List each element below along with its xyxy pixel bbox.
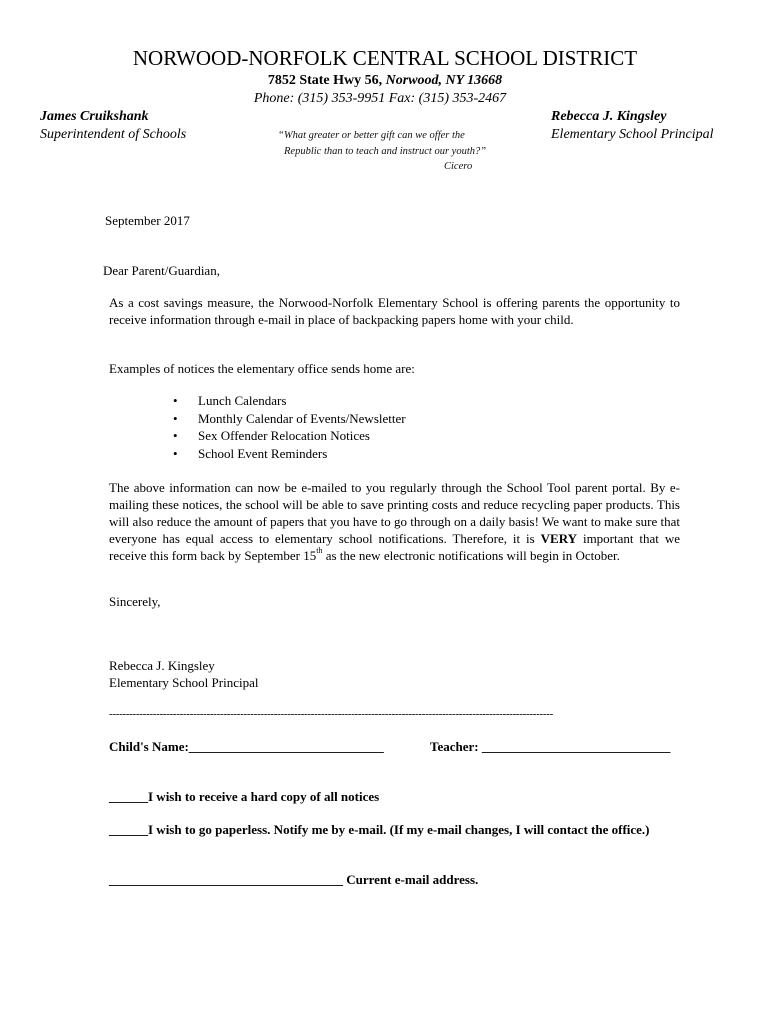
quote-line-2: Republic than to teach and instruct our youth?” — [284, 146, 487, 157]
superintendent-name: James Cruikshank — [40, 109, 149, 124]
signer-title: Elementary School Principal — [109, 675, 259, 690]
district-address — [0, 73, 770, 89]
letter-greeting: Dear Parent/Guardian, — [103, 263, 220, 278]
list-item: • Lunch Calendars — [173, 393, 287, 408]
hard-copy-option[interactable]: ______I wish to receive a hard copy of all notices — [109, 789, 380, 804]
paperless-option[interactable]: ______I wish to go paperless. Notify me by e-mail. (If my e-mail changes, I will contact the office.) — [109, 822, 650, 837]
paragraph-intro: As a cost savings measure, the Norwood-Norfolk Elementary School is offering parents the opportunity to receive information through e-mail in place of backpacking papers home with your child. — [109, 295, 680, 327]
quote-line-1: “What greater or better gift can we offer the — [278, 130, 465, 141]
teacher-field[interactable]: Teacher: _____________________________ — [430, 739, 671, 754]
letter-closing: Sincerely, — [109, 594, 161, 609]
list-item: • Monthly Calendar of Events/Newsletter — [173, 410, 406, 426]
letter-date: September 2017 — [105, 213, 190, 228]
bullet-icon: • — [173, 445, 178, 461]
list-item: • Sex Offender Relocation Notices — [173, 428, 370, 443]
list-item: • School Event Reminders — [173, 445, 328, 461]
superintendent-title: Superintendent of Schools — [40, 127, 187, 142]
child-name-field[interactable]: Child's Name:______________________________ — [109, 739, 384, 754]
city-address: Norwood, NY 13668 — [385, 73, 503, 88]
bullet-icon: • — [173, 393, 178, 408]
bullet-icon: • — [173, 410, 178, 426]
street-address: 7852 State Hwy 56, — [267, 73, 383, 88]
bullet-icon: • — [173, 428, 178, 443]
phone-fax: Phone: (315) 353-9951 Fax: (315) 353-2467 — [253, 91, 507, 106]
notice-list — [173, 392, 406, 462]
signer-name: Rebecca J. Kingsley — [109, 658, 215, 673]
quote-author: Cicero — [444, 161, 473, 172]
cut-line-divider: ------------------------------------------------------------------------------------------------------------------------------------ — [109, 708, 553, 720]
paragraph-examples: Examples of notices the elementary office sends home are: — [109, 361, 415, 376]
principal-title: Elementary School Principal — [551, 127, 714, 142]
principal-name: Rebecca J. Kingsley — [551, 109, 667, 124]
paragraph-details: The above information can now be e-mailed to you regularly through the School Tool parent portal. By e-mailing these notices, the school will be able to save printing costs and reduce recycling paper products. This will also reduce the amount of papers that you have to go through on a daily basis! We want to make sure that everyone has equal access to elementary school notifications. Therefore, it is VERY important that we receive this form back by September 15th as the new electronic notifications will begin in October. — [109, 480, 681, 563]
email-address-field[interactable]: ____________________________________ Current e-mail address. — [109, 872, 479, 887]
district-title: NORWOOD-NORFOLK CENTRAL SCHOOL DISTRICT — [132, 46, 638, 70]
emphasis-very: VERY — [540, 531, 578, 546]
